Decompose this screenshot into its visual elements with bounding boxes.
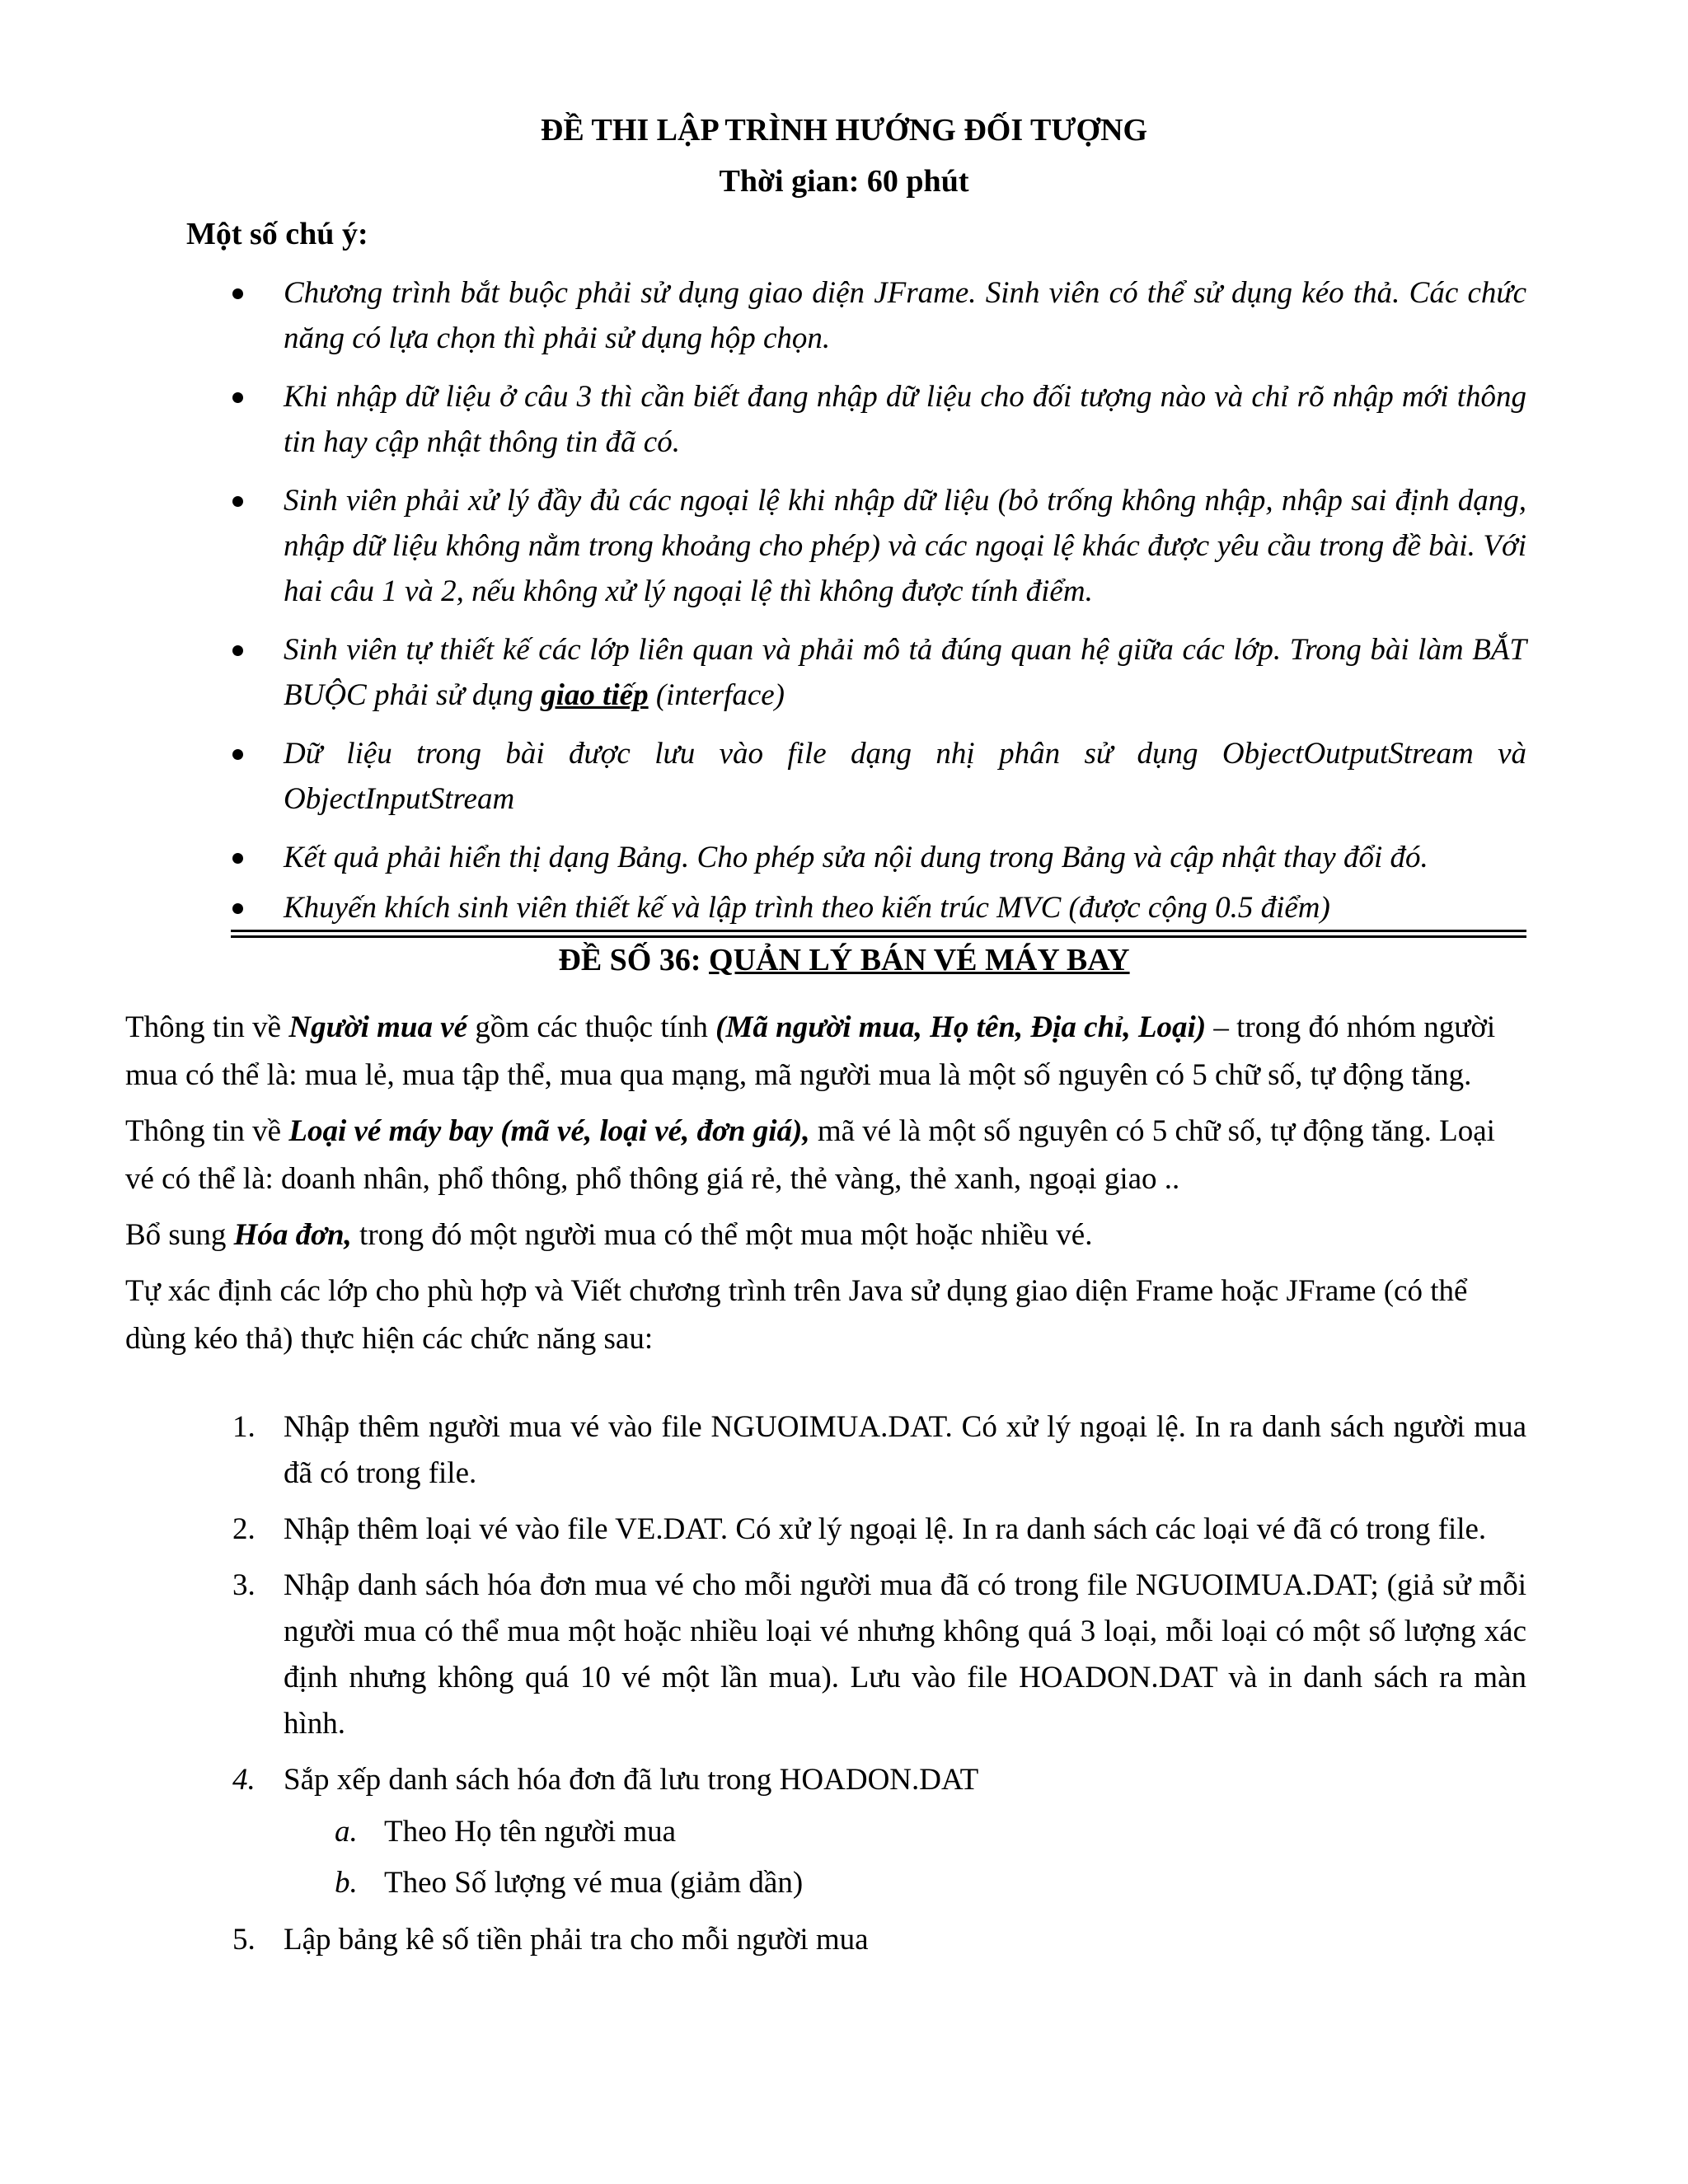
bullet-icon	[232, 392, 243, 403]
note-item: Dữ liệu trong bài được lưu vào file dạng nhị phân sử dụng ObjectOutputStream và ObjectInputStream	[232, 731, 1526, 822]
subtask-item: b. Theo Số lượng vé mua (giảm dần)	[335, 1866, 804, 1900]
note-item: Khuyến khích sinh viên thiết kế và lập trình theo kiến trúc MVC (được cộng 0.5 điểm)	[232, 885, 1526, 930]
exam-title: ĐỀ THI LẬP TRÌNH HƯỚNG ĐỐI TƯỢNG	[540, 113, 1148, 148]
note-item: Sinh viên tự thiết kế các lớp liên quan và phải mô tả đúng quan hệ giữa các lớp. Trong bài làm BẮT BUỘC phải sử dụng giao tiếp (interface)	[232, 627, 1526, 718]
paragraph-instructions: Tự xác định các lớp cho phù hợp và Viết chương trình trên Java sử dụng giao diện Frame hoặc JFrame (có thể dùng kéo thả) thực hiện các chức năng sau:	[125, 1274, 1468, 1356]
bullet-icon	[232, 496, 243, 507]
bullet-icon	[232, 853, 243, 864]
task-item: 3. Nhập danh sách hóa đơn mua vé cho mỗi người mua đã có trong file NGUOIMUA.DAT; (giả sử mỗi người mua có thể mua một hoặc nhiều loại vé nhưng không quá 3 loại, mỗi loại có một số lượng xác định nhưng không quá 10 vé một lần mua). Lưu vào file HOADON.DAT và in danh sách ra màn hình.	[232, 1568, 1526, 1741]
problem-description	[125, 1004, 1526, 1371]
task-item: 1. Nhập thêm người mua vé vào file NGUOIMUA.DAT. Có xử lý ngoại lệ. In ra danh sách người mua đã có trong file.	[232, 1410, 1526, 1490]
interface-emphasis: giao tiếp	[541, 678, 649, 712]
note-item: Khi nhập dữ liệu ở câu 3 thì cần biết đang nhập dữ liệu cho đối tượng nào và chỉ rõ nhập mới thông tin hay cập nhật thông tin đã có.	[232, 374, 1526, 465]
task-list	[232, 1404, 1526, 1973]
exam-topic: QUẢN LÝ BÁN VÉ MÁY BAY	[709, 943, 1130, 977]
divider-line	[231, 930, 1526, 932]
bullet-icon	[232, 645, 243, 656]
paragraph-buyer: Thông tin về Người mua vé gồm các thuộc tính (Mã người mua, Họ tên, Địa chỉ, Loại) – trong đó nhóm người mua có thể là: mua lẻ, mua tập thể, mua qua mạng, mã người mua là một số nguyên có 5 chữ số, tự động tăng.	[125, 1010, 1496, 1092]
subtask-list	[284, 1808, 1526, 1907]
subtask-item: a. Theo Họ tên người mua	[335, 1815, 677, 1849]
notes-heading: Một số chú ý:	[186, 217, 368, 251]
note-item: Chương trình bắt buộc phải sử dụng giao diện JFrame. Sinh viên có thể sử dụng kéo thả. Các chức năng có lựa chọn thì phải sử dụng hộp chọn.	[232, 270, 1526, 361]
note-item: Sinh viên phải xử lý đầy đủ các ngoại lệ khi nhập dữ liệu (bỏ trống không nhập, nhập sai định dạng, nhập dữ liệu không nằm trong khoảng cho phép) và các ngoại lệ khác được yêu cầu trong đề bài. Với hai câu 1 và 2, nếu không xử lý ngoại lệ thì không được tính điểm.	[232, 478, 1526, 614]
bullet-icon	[232, 749, 243, 760]
bullet-icon	[232, 903, 243, 914]
notes-list	[232, 270, 1526, 944]
exam-duration: Thời gian: 60 phút	[719, 164, 969, 199]
task-item: 4. Sắp xếp danh sách hóa đơn đã lưu trong HOADON.DAT a. Theo Họ tên người mua b. Theo Số lượng vé mua (giảm dần)	[232, 1757, 1526, 1907]
exam-section-title: ĐỀ SỐ 36: QUẢN LÝ BÁN VÉ MÁY BAY	[558, 943, 1130, 977]
note-item: Kết quả phải hiển thị dạng Bảng. Cho phép sửa nội dung trong Bảng và cập nhật thay đổi đó.	[232, 835, 1526, 880]
paragraph-invoice: Bổ sung Hóa đơn, trong đó một người mua có thể một mua một hoặc nhiều vé.	[125, 1218, 1093, 1252]
divider-line	[231, 935, 1526, 938]
task-item: 5. Lập bảng kê số tiền phải tra cho mỗi người mua	[232, 1923, 869, 1957]
paragraph-ticket: Thông tin về Loại vé máy bay (mã vé, loại vé, đơn giá), mã vé là một số nguyên có 5 chữ số, tự động tăng. Loại vé có thể là: doanh nhân, phổ thông, phổ thông giá rẻ, thẻ vàng, thẻ xanh, ngoại giao ..	[125, 1114, 1495, 1196]
task-item: 2. Nhập thêm loại vé vào file VE.DAT. Có xử lý ngoại lệ. In ra danh sách các loại vé đã có trong file.	[232, 1512, 1487, 1546]
bullet-icon	[232, 288, 243, 299]
